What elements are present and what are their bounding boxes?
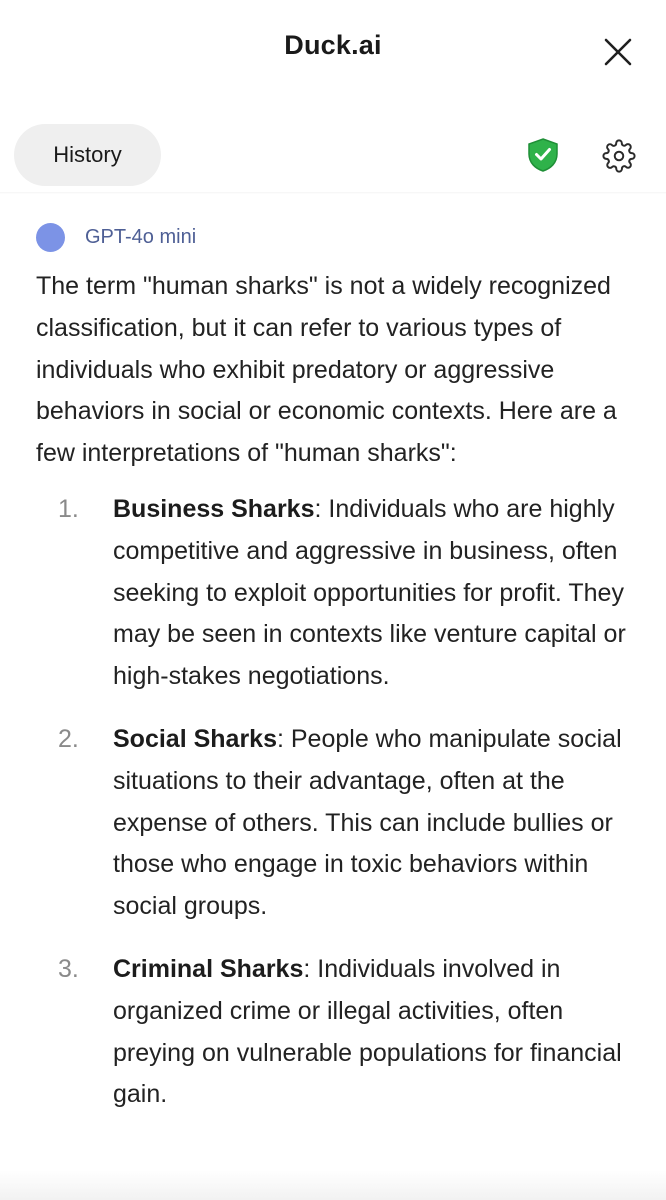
scroll-fade	[0, 1170, 666, 1200]
model-avatar	[36, 223, 65, 252]
assistant-message	[36, 266, 636, 1116]
gear-icon[interactable]	[602, 139, 636, 173]
message-intro: The term "human sharks" is not a widely recognized classification, but it can refer to various types of individuals who exhibit predatory or aggressive behaviors in social or economic contexts. Here are a few interpretations of "human sharks":	[36, 272, 617, 468]
toolbar-divider	[0, 192, 666, 194]
shield-check-icon[interactable]	[526, 137, 560, 173]
model-indicator	[36, 220, 196, 254]
list-item	[36, 719, 636, 928]
chat-toolbar	[0, 118, 666, 194]
list-item-text: : People who manipulate social situations to their advantage, often at the expense of others. This can include bullies or those who engage in toxic behaviors within social groups.	[113, 724, 622, 921]
model-name: GPT-4o mini	[85, 225, 197, 248]
list-item-text: : Individuals who are highly competitive and aggressive in business, often seeking to exploit opportunities for profit. They may be seen in contexts like venture capital or high-stakes negotiations.	[113, 494, 626, 691]
list-item-number: 2.	[58, 724, 79, 753]
list-item-title: Social Sharks	[113, 724, 277, 753]
list-item-title: Business Sharks	[113, 494, 315, 523]
list-item-title: Criminal Sharks	[113, 954, 304, 983]
interpretations-list	[36, 489, 636, 1116]
history-button[interactable]: History	[14, 124, 161, 186]
list-item	[36, 489, 636, 698]
list-item-number: 3.	[58, 954, 79, 983]
close-icon[interactable]	[600, 34, 636, 70]
list-item-number: 1.	[58, 494, 79, 523]
list-item	[36, 949, 636, 1116]
app-title: Duck.ai	[284, 30, 382, 60]
list-item-text: : Individuals involved in organized crime or illegal activities, often preying on vulnerable populations for financial gain.	[113, 954, 622, 1109]
app-header	[0, 0, 666, 104]
